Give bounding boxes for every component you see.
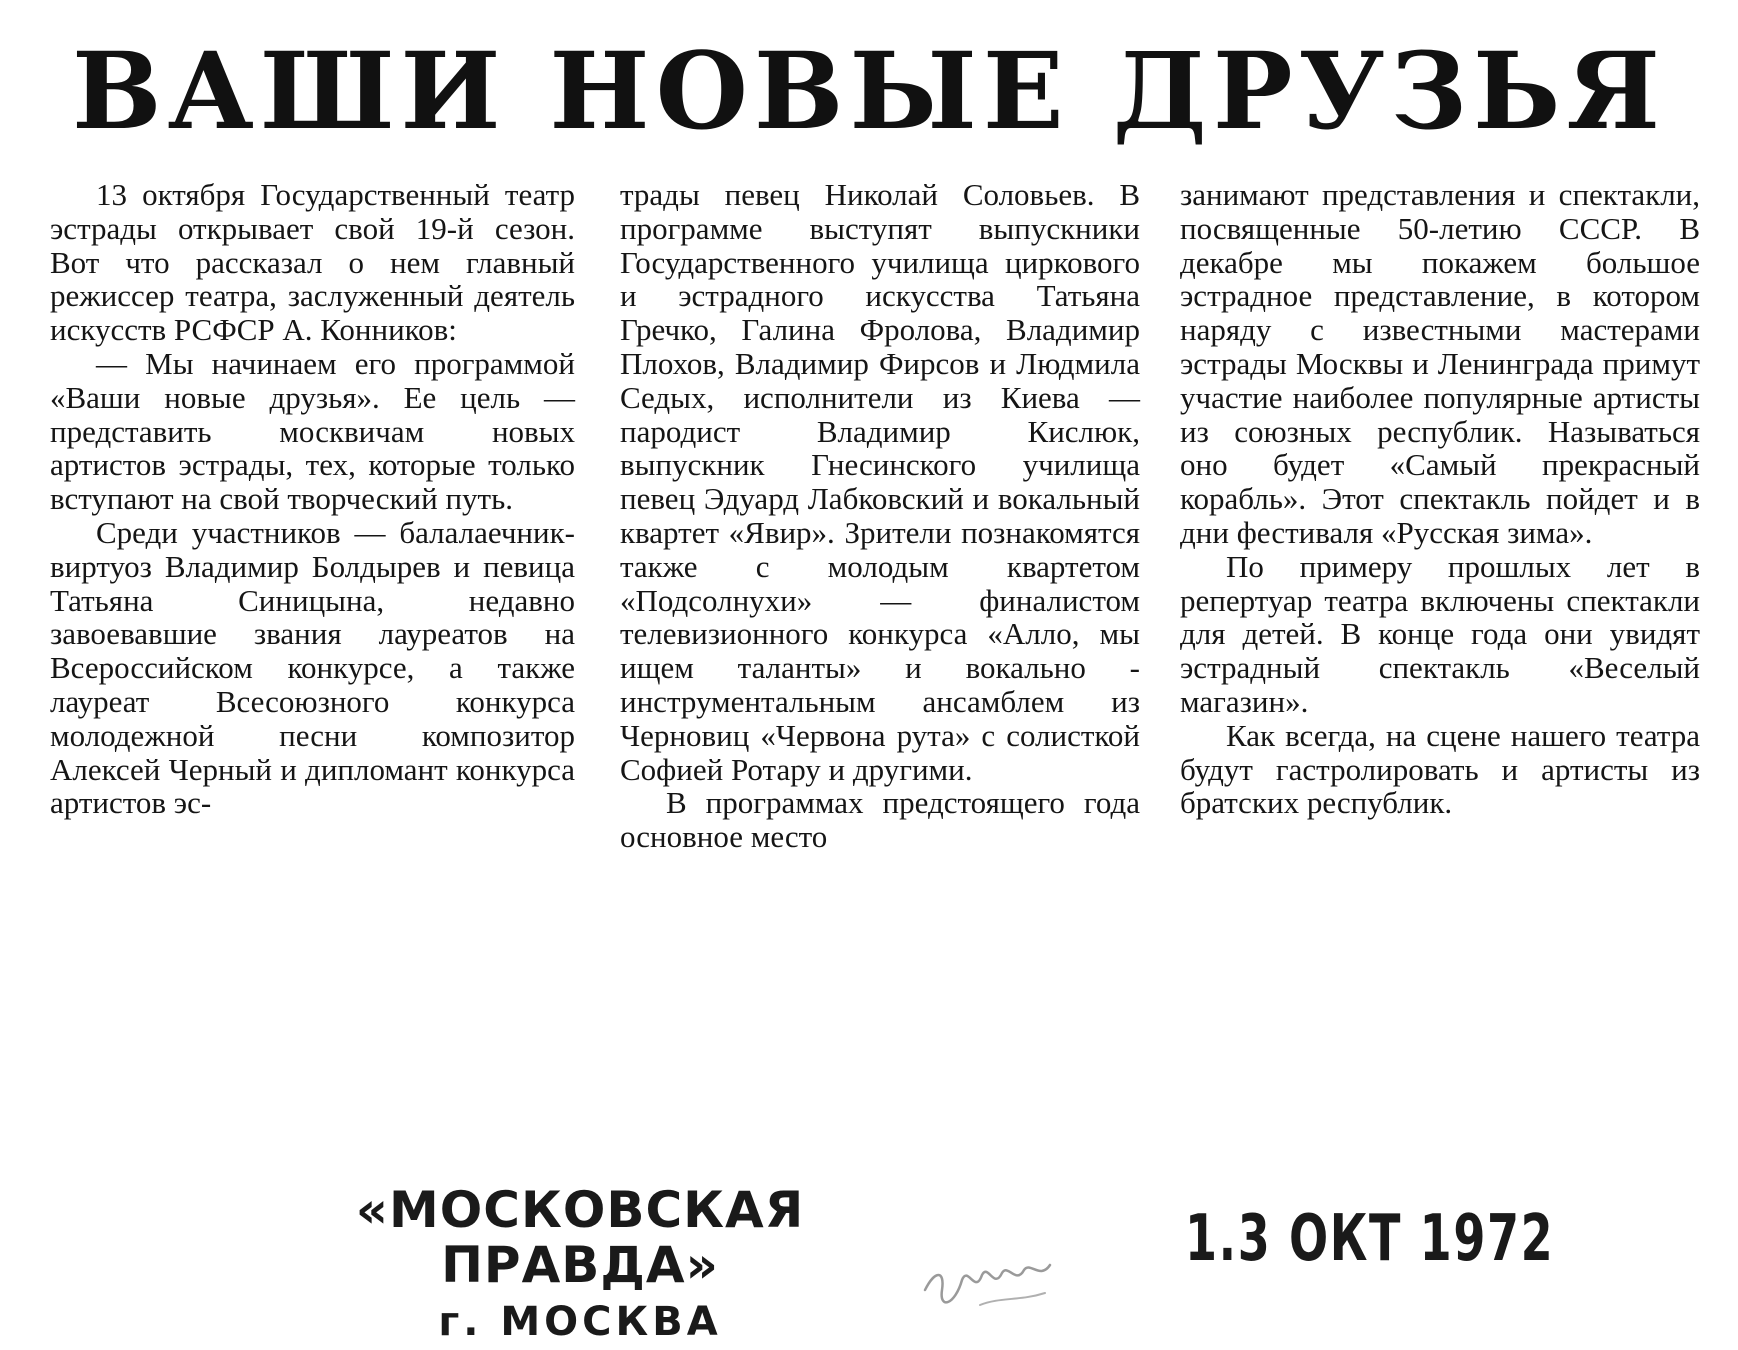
paragraph-repertoire: По примеру прошлых лет в репертуар театра включены спектакли для детей. В конце года они увидят эстрадный спектакль «Веселый магазин». <box>1180 548 1700 719</box>
date-stamp: 1.3 ОКТ 1972 <box>1185 1202 1555 1276</box>
article-column-3 <box>1180 178 1700 820</box>
paragraph-participants: Среди участников — балалаечник-виртуоз Владимир Болдырев и певица Татьяна Синицына, недавно завоевавшие звания лауреатов на Всероссийском конкурсе, а также лауреат Всесоюзного конкурса молодежной песни композитор Алексей Черный и дипломант конкурса артистов эс- <box>50 514 575 821</box>
article-headline: ВАШИ НОВЫЕ ДРУЗЬЯ <box>72 28 1666 153</box>
paragraph-programs: В программах предстоящего года основное место <box>620 785 1140 855</box>
paragraph-participants-continued: трады певец Николай Соловьев. В программе выступят выпускники Государственного училища циркового и эстрадного искусства Татьяна Гречко, Галина Фролова, Владимир Плохов, Владимир Фирсов и Людмила Седых, исполнители из Киева — пародист Владимир Кислюк, выпускник Гнесинского училища певец Эдуард Лабковский и вокальный квартет «Явир». Зрители познакомятся также с молодым квартетом «Подсолнухи» — финалистом телевизионного конкурса «Алло, мы ищем таланты» и вокально - инструментальным ансамблем из Черновиц «Червона рута» с солисткой Софией Ротару и другими. <box>620 177 1140 787</box>
article-column-1 <box>50 178 575 820</box>
paragraph-programs-continued: занимают представления и спектакли, посвященные 50-летию СССР. В декабре мы покажем большое эстрадное представление, в котором наряду с известными мастерами эстрады Москвы и Ленинграда примут участие наиболее популярные артисты из союзных республик. Называться оно будет «Самый прекрасный корабль». Этот спектакль пойдет и в дни фестиваля «Русская зима». <box>1180 177 1700 550</box>
handwritten-signature-icon <box>920 1235 1070 1325</box>
newspaper-source-stamp <box>300 1183 860 1345</box>
paragraph-quote: — Мы начинаем его программой «Ваши новые друзья». Ее цель — представить москвичам новых артистов эстрады, тех, которые только вступают на свой творческий путь. <box>50 345 575 517</box>
paragraph-intro: 13 октября Государственный театр эстрады открывает свой 19-й сезон. Вот что рассказал о нем главный режиссер театра, заслуженный деятель искусств РСФСР А. Конников: <box>50 177 575 348</box>
paragraph-guests: Как всегда, на сцене нашего театра будут гастролировать и артисты из братских республик. <box>1180 717 1700 821</box>
article-column-2 <box>620 178 1140 854</box>
newspaper-city: г. МОСКВА <box>438 1299 722 1345</box>
newspaper-name: «МОСКОВСКАЯ ПРАВДА» <box>355 1181 805 1294</box>
